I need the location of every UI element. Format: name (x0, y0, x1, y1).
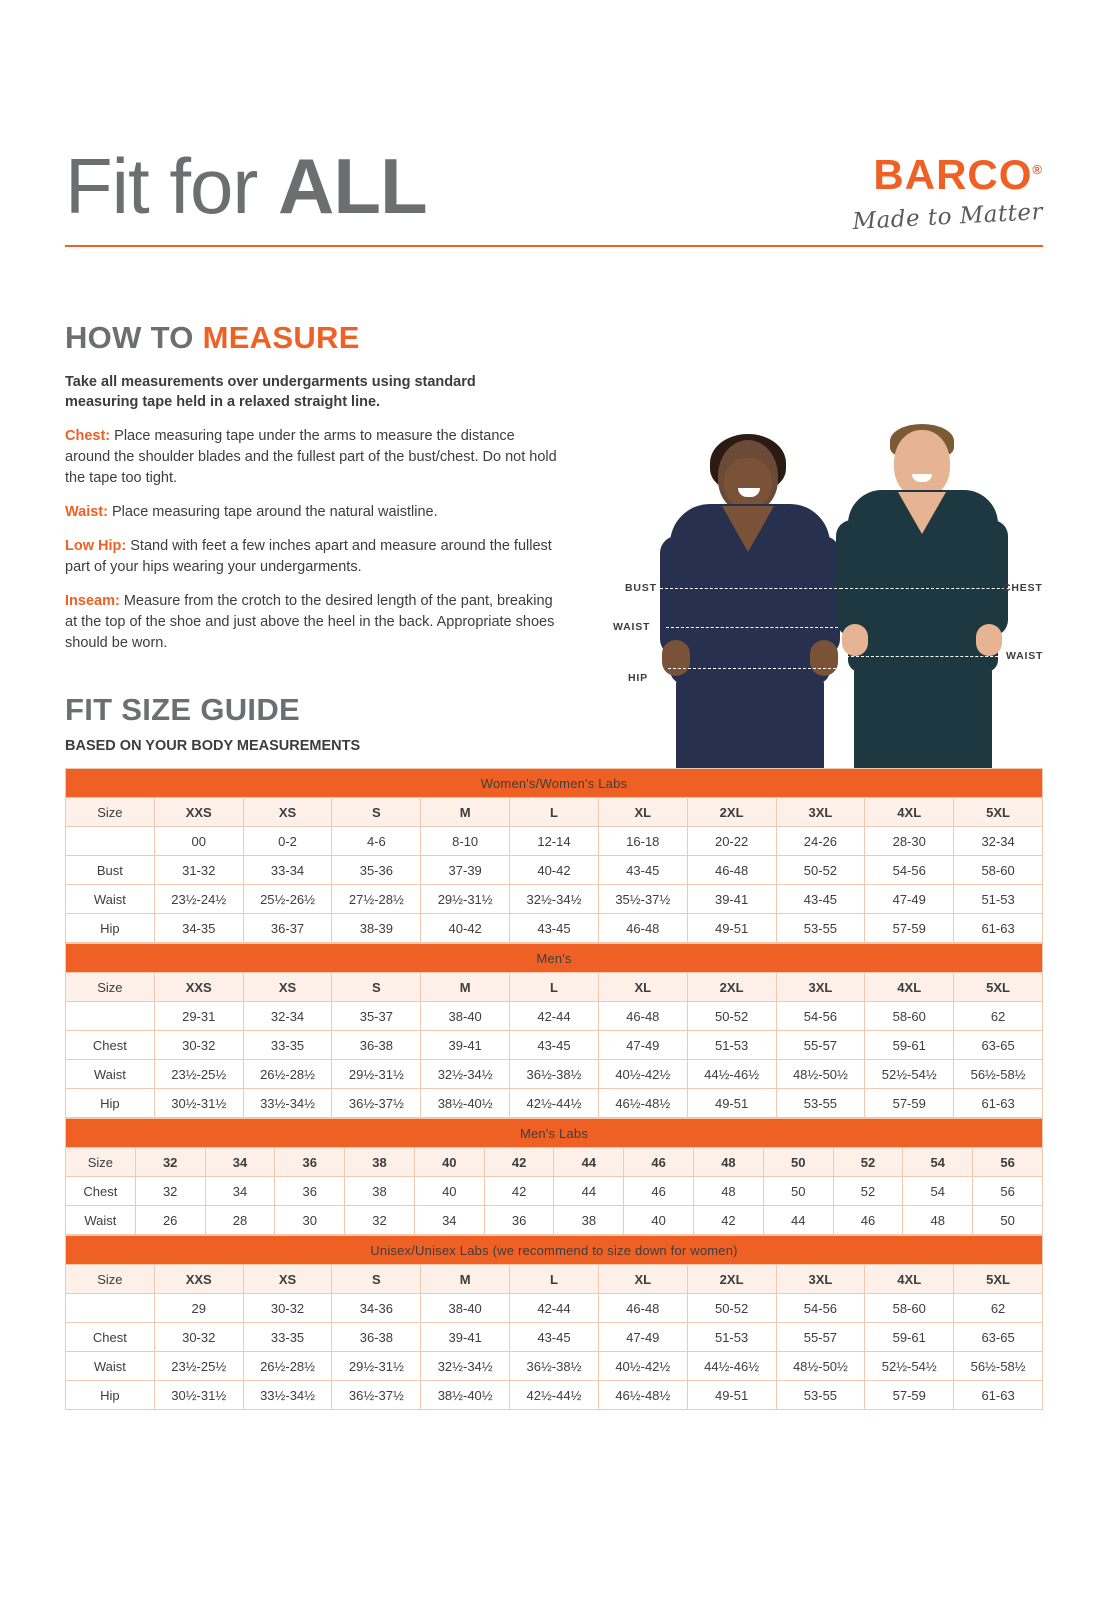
cell-value: 40 (414, 1177, 484, 1206)
cell-numeric: 30-32 (243, 1294, 332, 1323)
cell-value: 52½-54½ (865, 1352, 954, 1381)
cell-value: 54-56 (865, 856, 954, 885)
row-label-waist: Waist (66, 885, 155, 914)
row-label-bust: Bust (66, 856, 155, 885)
cell-value: 50-52 (776, 856, 865, 885)
row-label-chest: Chest (66, 1177, 136, 1206)
cell-value: 29½-31½ (421, 885, 510, 914)
cell-size: 5XL (954, 973, 1043, 1002)
brand-name (843, 148, 1043, 197)
measure-item-waist (65, 502, 557, 523)
cell-value: 51-53 (687, 1031, 776, 1060)
table-band-row (66, 944, 1043, 973)
cell-value: 55-57 (776, 1031, 865, 1060)
cell-value: 61-63 (954, 914, 1043, 943)
cell-value: 23½-25½ (154, 1060, 243, 1089)
cell-value: 40-42 (421, 914, 510, 943)
cell-value: 47-49 (865, 885, 954, 914)
cell-value: 48 (694, 1177, 764, 1206)
cell-value: 48½-50½ (776, 1352, 865, 1381)
cell-numeric: 32-34 (954, 827, 1043, 856)
measure-item-inseam-label: Inseam: (65, 593, 120, 609)
cell-size: 4XL (865, 1265, 954, 1294)
cell-value: 61-63 (954, 1381, 1043, 1410)
cell-value: 30-32 (154, 1031, 243, 1060)
cell-value: 30-32 (154, 1323, 243, 1352)
measure-item-low-hip-text: Stand with feet a few inches apart and measure around the fullest part of your hips wearing your undergarments. (65, 538, 552, 575)
cell-value: 49-51 (687, 914, 776, 943)
cell-value: 40-42 (510, 856, 599, 885)
cell-value: 33-34 (243, 856, 332, 885)
cell-value: 33-35 (243, 1323, 332, 1352)
hip-guide-line-female (668, 668, 836, 669)
bust-guide-line (660, 588, 842, 589)
cell-value: 30½-31½ (154, 1381, 243, 1410)
cell-numeric: 12-14 (510, 827, 599, 856)
cell-value: 44½-46½ (687, 1060, 776, 1089)
cell-value: 57-59 (865, 1381, 954, 1410)
womens-size-table (65, 768, 1043, 943)
measure-item-inseam-text: Measure from the crotch to the desired length of the pant, breaking at the top of the shoe and just above the heel in the back. Appropriate shoes should be worn. (65, 593, 555, 651)
cell-value: 42½-44½ (510, 1089, 599, 1118)
table-row (66, 827, 1043, 856)
cell-size: 38 (345, 1148, 415, 1177)
cell-numeric: 8-10 (421, 827, 510, 856)
female-left-hand (662, 640, 690, 676)
waist-guide-line-male (846, 656, 1018, 657)
unisex-size-table (65, 1235, 1043, 1410)
cell-size: XS (243, 1265, 332, 1294)
cell-value: 36½-38½ (510, 1060, 599, 1089)
cell-value: 57-59 (865, 1089, 954, 1118)
cell-value: 56½-58½ (954, 1352, 1043, 1381)
cell-size: 2XL (687, 1265, 776, 1294)
cell-numeric: 50-52 (687, 1294, 776, 1323)
cell-value: 44½-46½ (687, 1352, 776, 1381)
cell-numeric: 46-48 (598, 1294, 687, 1323)
cell-value: 34 (414, 1206, 484, 1235)
cell-value: 32½-34½ (421, 1352, 510, 1381)
table-band-row (66, 1236, 1043, 1265)
male-right-hand (976, 624, 1002, 656)
cell-value: 56 (973, 1177, 1043, 1206)
page-title-light: Fit for (65, 142, 279, 230)
cell-value: 31-32 (154, 856, 243, 885)
row-label-waist: Waist (66, 1206, 136, 1235)
male-head (894, 430, 950, 498)
cell-value: 36½-37½ (332, 1381, 421, 1410)
cell-value: 39-41 (687, 885, 776, 914)
cell-value: 40 (624, 1206, 694, 1235)
row-label-size: Size (66, 973, 155, 1002)
row-label-hip: Hip (66, 1089, 155, 1118)
table-row (66, 1265, 1043, 1294)
cell-size: 2XL (687, 798, 776, 827)
cell-numeric: 4-6 (332, 827, 421, 856)
cell-value: 32 (345, 1206, 415, 1235)
cell-value: 26½-28½ (243, 1352, 332, 1381)
cell-value: 36 (275, 1177, 345, 1206)
cell-value: 33½-34½ (243, 1089, 332, 1118)
cell-value: 50 (973, 1206, 1043, 1235)
cell-value: 36½-38½ (510, 1352, 599, 1381)
cell-value: 25½-26½ (243, 885, 332, 914)
cell-numeric: 62 (954, 1002, 1043, 1031)
cell-value: 36½-37½ (332, 1089, 421, 1118)
cell-numeric: 32-34 (243, 1002, 332, 1031)
cell-value: 38½-40½ (421, 1381, 510, 1410)
cell-value: 38 (554, 1206, 624, 1235)
fit-size-guide-header (65, 692, 1043, 754)
cell-value: 46½-48½ (598, 1089, 687, 1118)
cell-size: 44 (554, 1148, 624, 1177)
cell-numeric: 58-60 (865, 1294, 954, 1323)
mens-labs-size-table (65, 1118, 1043, 1235)
measure-item-waist-label: Waist: (65, 504, 108, 520)
table-row (66, 885, 1043, 914)
cell-value: 43-45 (598, 856, 687, 885)
cell-value: 49-51 (687, 1381, 776, 1410)
cell-size: L (510, 798, 599, 827)
cell-value: 27½-28½ (332, 885, 421, 914)
cell-value: 51-53 (687, 1323, 776, 1352)
cell-value: 46 (833, 1206, 903, 1235)
row-label-hip: Hip (66, 1381, 155, 1410)
table-row (66, 914, 1043, 943)
table-row (66, 1352, 1043, 1381)
cell-size: XS (243, 973, 332, 1002)
cell-size: S (332, 973, 421, 1002)
cell-numeric: 62 (954, 1294, 1043, 1323)
cell-value: 43-45 (510, 1323, 599, 1352)
cell-size: 3XL (776, 1265, 865, 1294)
cell-numeric: 58-60 (865, 1002, 954, 1031)
male-right-arm (976, 520, 1008, 636)
cell-value: 34-35 (154, 914, 243, 943)
cell-value: 44 (554, 1177, 624, 1206)
cell-value: 32½-34½ (421, 1060, 510, 1089)
cell-size: 46 (624, 1148, 694, 1177)
cell-value: 56½-58½ (954, 1060, 1043, 1089)
table-row (66, 1060, 1043, 1089)
cell-value: 38-39 (332, 914, 421, 943)
cell-value: 40½-42½ (598, 1060, 687, 1089)
cell-value: 42½-44½ (510, 1381, 599, 1410)
cell-numeric: 34-36 (332, 1294, 421, 1323)
cell-size: 4XL (865, 973, 954, 1002)
mens-band-label: Men's (66, 944, 1043, 973)
table-row (66, 1177, 1043, 1206)
cell-size: M (421, 1265, 510, 1294)
mens-size-table (65, 943, 1043, 1118)
measure-item-chest-text: Place measuring tape under the arms to measure the distance around the shoulder blades and the fullest part of the bust/chest. Do not hold the tape too tight. (65, 428, 557, 486)
cell-value: 43-45 (776, 885, 865, 914)
row-label-chest: Chest (66, 1323, 155, 1352)
cell-value: 53-55 (776, 914, 865, 943)
cell-size: 5XL (954, 798, 1043, 827)
label-waist-left: WAIST (613, 621, 651, 633)
cell-value: 46-48 (687, 856, 776, 885)
table-row (66, 1002, 1043, 1031)
cell-numeric: 54-56 (776, 1002, 865, 1031)
cell-numeric: 42-44 (510, 1294, 599, 1323)
cell-value: 49-51 (687, 1089, 776, 1118)
cell-value: 36 (484, 1206, 554, 1235)
cell-size: 50 (763, 1148, 833, 1177)
measure-intro-text: Take all measurements over undergarments using standard measuring tape held in a relaxed straight line. (65, 374, 476, 410)
cell-size: 32 (135, 1148, 205, 1177)
cell-size: M (421, 798, 510, 827)
measure-item-chest-label: Chest: (65, 428, 111, 444)
cell-numeric: 54-56 (776, 1294, 865, 1323)
label-hip: HIP (628, 672, 648, 684)
table-row (66, 1206, 1043, 1235)
cell-numeric: 42-44 (510, 1002, 599, 1031)
cell-size: XS (243, 798, 332, 827)
mens-labs-band-label: Men's Labs (66, 1119, 1043, 1148)
table-row (66, 1323, 1043, 1352)
label-bust: BUST (625, 582, 657, 594)
cell-numeric: 24-26 (776, 827, 865, 856)
cell-value: 36-37 (243, 914, 332, 943)
cell-value: 28 (205, 1206, 275, 1235)
cell-size: XL (598, 1265, 687, 1294)
cell-value: 53-55 (776, 1089, 865, 1118)
cell-value: 39-41 (421, 1031, 510, 1060)
cell-size: XXS (154, 1265, 243, 1294)
cell-size: S (332, 798, 421, 827)
cell-numeric: 29 (154, 1294, 243, 1323)
cell-numeric: 46-48 (598, 1002, 687, 1031)
heading-plain: HOW TO (65, 320, 203, 355)
label-waist-right: WAIST (1006, 650, 1044, 662)
cell-value: 43-45 (510, 1031, 599, 1060)
cell-size: 56 (973, 1148, 1043, 1177)
cell-value: 61-63 (954, 1089, 1043, 1118)
cell-value: 46-48 (598, 914, 687, 943)
page-title (65, 140, 427, 232)
cell-size: 3XL (776, 973, 865, 1002)
cell-value: 51-53 (954, 885, 1043, 914)
cell-size: L (510, 973, 599, 1002)
cell-size: 42 (484, 1148, 554, 1177)
row-label-numeric (66, 827, 155, 856)
cell-numeric: 0-2 (243, 827, 332, 856)
table-row (66, 1148, 1043, 1177)
heading-accent: MEASURE (202, 320, 360, 355)
row-label-waist: Waist (66, 1060, 155, 1089)
cell-value: 30 (275, 1206, 345, 1235)
cell-size: 48 (694, 1148, 764, 1177)
cell-size: XL (598, 973, 687, 1002)
female-left-arm (660, 536, 694, 656)
cell-value: 63-65 (954, 1323, 1043, 1352)
cell-size: XL (598, 798, 687, 827)
table-row (66, 1381, 1043, 1410)
cell-size: 5XL (954, 1265, 1043, 1294)
cell-numeric: 00 (154, 827, 243, 856)
measure-item-inseam (65, 591, 557, 654)
row-label-waist: Waist (66, 1352, 155, 1381)
cell-value: 47-49 (598, 1031, 687, 1060)
cell-size: 3XL (776, 798, 865, 827)
cell-size: L (510, 1265, 599, 1294)
cell-value: 34 (205, 1177, 275, 1206)
brand-registered-mark: ® (1032, 162, 1043, 177)
cell-numeric: 16-18 (598, 827, 687, 856)
cell-value: 35-36 (332, 856, 421, 885)
table-row (66, 1294, 1043, 1323)
male-left-hand (842, 624, 868, 656)
cell-value: 48½-50½ (776, 1060, 865, 1089)
cell-value: 54 (903, 1177, 973, 1206)
cell-size: 2XL (687, 973, 776, 1002)
cell-value: 32½-34½ (510, 885, 599, 914)
cell-value: 36-38 (332, 1031, 421, 1060)
how-to-measure-section (65, 320, 565, 667)
brand-logo (843, 148, 1044, 235)
chest-guide-line-male (840, 588, 1020, 589)
cell-value: 55-57 (776, 1323, 865, 1352)
fit-size-guide-subheading: BASED ON YOUR BODY MEASUREMENTS (65, 738, 361, 754)
unisex-band-label: Unisex/Unisex Labs (we recommend to size down for women) (66, 1236, 1043, 1265)
cell-value: 26 (135, 1206, 205, 1235)
cell-value: 46½-48½ (598, 1381, 687, 1410)
cell-value: 30½-31½ (154, 1089, 243, 1118)
male-left-arm (836, 520, 868, 636)
how-to-measure-heading (65, 320, 565, 356)
cell-value: 32 (135, 1177, 205, 1206)
cell-value: 26½-28½ (243, 1060, 332, 1089)
table-row (66, 1031, 1043, 1060)
cell-size: XXS (154, 973, 243, 1002)
row-label-numeric (66, 1294, 155, 1323)
cell-value: 35½-37½ (598, 885, 687, 914)
table-row (66, 1089, 1043, 1118)
cell-numeric: 38-40 (421, 1002, 510, 1031)
cell-value: 57-59 (865, 914, 954, 943)
cell-value: 40½-42½ (598, 1352, 687, 1381)
cell-numeric: 29-31 (154, 1002, 243, 1031)
cell-value: 44 (763, 1206, 833, 1235)
cell-value: 39-41 (421, 1323, 510, 1352)
row-label-size: Size (66, 1265, 155, 1294)
cell-value: 48 (903, 1206, 973, 1235)
row-label-hip: Hip (66, 914, 155, 943)
cell-numeric: 50-52 (687, 1002, 776, 1031)
brand-tagline: Made to Matter (851, 199, 1044, 235)
cell-value: 46 (624, 1177, 694, 1206)
row-label-numeric (66, 1002, 155, 1031)
cell-value: 42 (484, 1177, 554, 1206)
measure-item-waist-text: Place measuring tape around the natural waistline. (112, 504, 438, 520)
cell-size: M (421, 973, 510, 1002)
label-chest: CHEST (1003, 582, 1043, 594)
female-face (724, 458, 772, 510)
page-header (65, 140, 1043, 250)
cell-value: 50 (763, 1177, 833, 1206)
cell-value: 38½-40½ (421, 1089, 510, 1118)
cell-value: 37-39 (421, 856, 510, 885)
cell-size: 40 (414, 1148, 484, 1177)
header-divider (65, 245, 1043, 247)
cell-value: 52½-54½ (865, 1060, 954, 1089)
womens-band-label: Women's/Women's Labs (66, 769, 1043, 798)
cell-size: 34 (205, 1148, 275, 1177)
cell-size: 4XL (865, 798, 954, 827)
cell-value: 42 (694, 1206, 764, 1235)
cell-value: 29½-31½ (332, 1352, 421, 1381)
cell-value: 23½-24½ (154, 885, 243, 914)
cell-value: 36-38 (332, 1323, 421, 1352)
cell-value: 23½-25½ (154, 1352, 243, 1381)
cell-value: 38 (345, 1177, 415, 1206)
cell-value: 59-61 (865, 1323, 954, 1352)
waist-guide-line-female (666, 627, 838, 628)
cell-size: S (332, 1265, 421, 1294)
table-row (66, 973, 1043, 1002)
table-band-row (66, 1119, 1043, 1148)
brand-name-text: BARCO (873, 151, 1033, 198)
measure-item-low-hip (65, 536, 557, 578)
cell-value: 33-35 (243, 1031, 332, 1060)
cell-size: 36 (275, 1148, 345, 1177)
cell-value: 52 (833, 1177, 903, 1206)
row-label-size: Size (66, 1148, 136, 1177)
cell-value: 63-65 (954, 1031, 1043, 1060)
table-row (66, 798, 1043, 827)
cell-value: 43-45 (510, 914, 599, 943)
row-label-size: Size (66, 798, 155, 827)
table-row (66, 856, 1043, 885)
table-band-row (66, 769, 1043, 798)
cell-value: 53-55 (776, 1381, 865, 1410)
cell-value: 47-49 (598, 1323, 687, 1352)
cell-value: 33½-34½ (243, 1381, 332, 1410)
cell-numeric: 20-22 (687, 827, 776, 856)
page-title-bold: ALL (278, 142, 427, 230)
cell-size: XXS (154, 798, 243, 827)
cell-value: 59-61 (865, 1031, 954, 1060)
cell-size: 52 (833, 1148, 903, 1177)
cell-numeric: 28-30 (865, 827, 954, 856)
cell-value: 58-60 (954, 856, 1043, 885)
measure-item-low-hip-label: Low Hip: (65, 538, 127, 554)
row-label-chest: Chest (66, 1031, 155, 1060)
fit-size-guide-heading: FIT SIZE GUIDE (65, 692, 300, 727)
cell-numeric: 38-40 (421, 1294, 510, 1323)
measure-item-chest (65, 426, 557, 489)
size-tables (65, 768, 1043, 1410)
cell-size: 54 (903, 1148, 973, 1177)
cell-numeric: 35-37 (332, 1002, 421, 1031)
cell-value: 29½-31½ (332, 1060, 421, 1089)
